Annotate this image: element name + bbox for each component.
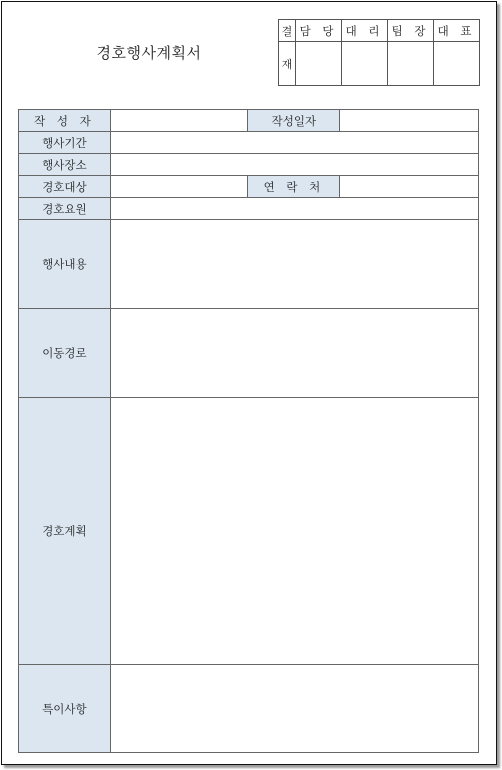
contact-field[interactable] [340, 176, 479, 198]
staff-label: 경호요원 [19, 198, 111, 220]
approval-header-deputy: 대 리 [342, 20, 388, 42]
place-label: 행사장소 [19, 154, 111, 176]
target-label: 경호대상 [19, 176, 111, 198]
period-field[interactable] [110, 132, 478, 154]
approval-side-label-top: 결 [279, 20, 296, 42]
date-label: 작성일자 [248, 110, 340, 132]
plan-label: 경호계획 [19, 398, 111, 665]
content-field[interactable] [110, 220, 478, 309]
target-field[interactable] [110, 176, 248, 198]
author-label: 작 성 자 [19, 110, 111, 132]
approval-box [278, 19, 480, 86]
plan-field[interactable] [110, 398, 478, 665]
period-label: 행사기간 [19, 132, 111, 154]
date-field[interactable] [340, 110, 479, 132]
approval-sign-team-lead[interactable] [388, 42, 434, 86]
approval-header-ceo: 대 표 [434, 20, 480, 42]
notes-label: 특이사항 [19, 665, 111, 753]
approval-sign-deputy[interactable] [342, 42, 388, 86]
approval-header-manager: 담 당 [296, 20, 342, 42]
approval-header-team-lead: 팀 장 [388, 20, 434, 42]
staff-field[interactable] [110, 198, 478, 220]
approval-side-label-bottom: 재 [279, 42, 296, 86]
document-page [1, 1, 497, 765]
approval-sign-manager[interactable] [296, 42, 342, 86]
notes-field[interactable] [110, 665, 478, 753]
plan-form-table [18, 109, 479, 753]
content-label: 행사내용 [19, 220, 111, 309]
approval-sign-ceo[interactable] [434, 42, 480, 86]
author-field[interactable] [110, 110, 248, 132]
document-title: 경호행사계획서 [96, 44, 202, 62]
route-field[interactable] [110, 309, 478, 398]
route-label: 이동경로 [19, 309, 111, 398]
contact-label: 연 락 처 [248, 176, 340, 198]
place-field[interactable] [110, 154, 478, 176]
